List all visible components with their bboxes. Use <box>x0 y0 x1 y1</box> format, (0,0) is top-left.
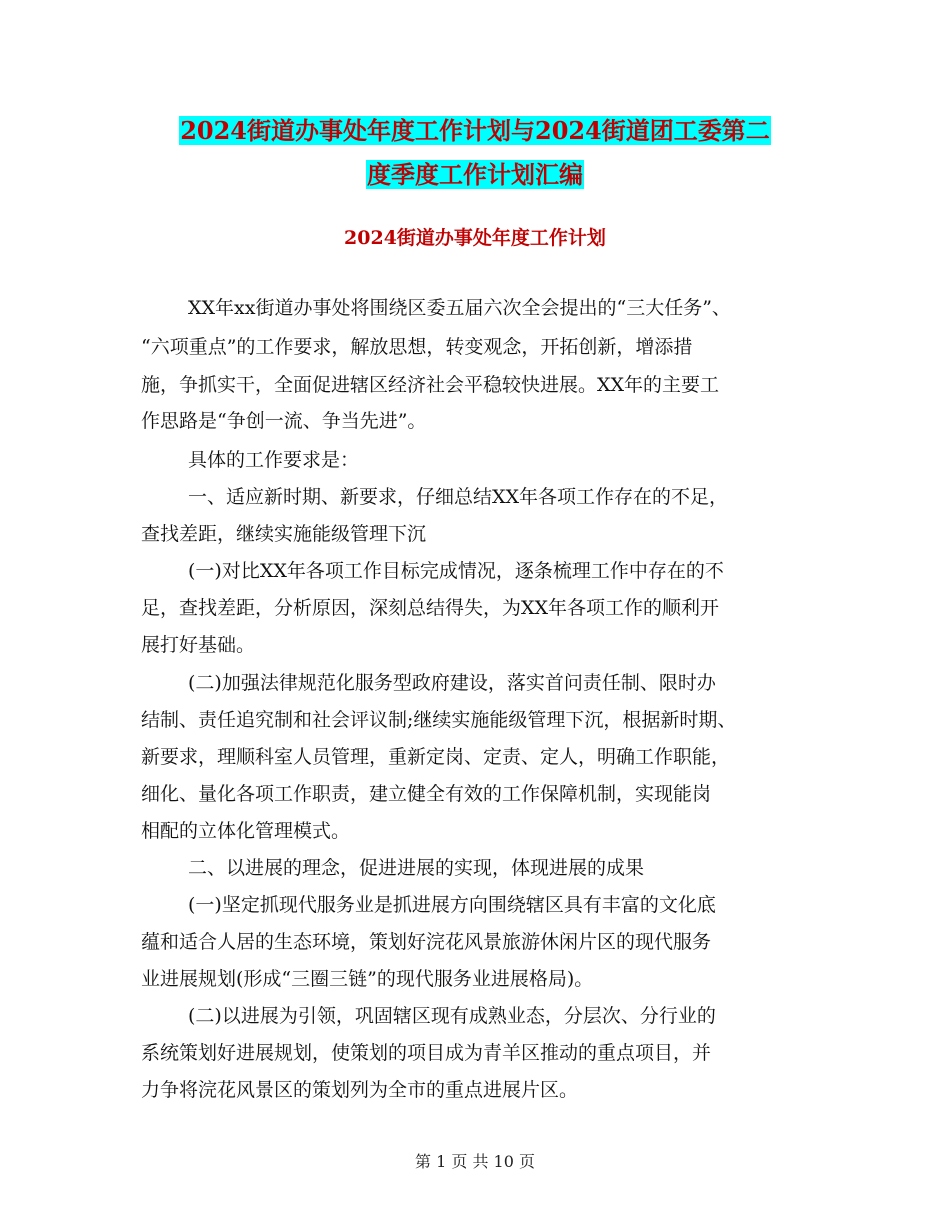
body-line: 蕴和适合人居的生态环境，策划好浣花风景旅游休闲片区的现代服务 <box>141 931 712 953</box>
body-line: 新要求，理顺科室人员管理，重新定岗、定责、定人，明确工作职能， <box>141 746 731 768</box>
body-line: 足，查找差距，分析原因，深刻总结得失，为XX年各项工作的顺利开 <box>141 597 720 619</box>
body-line: 施，争抓实干，全面促进辖区经济社会平稳较快进展。XX年的主要工 <box>141 374 720 396</box>
body-line: 系统策划好进展规划，使策划的项目成为青羊区推动的重点项目，并 <box>141 1042 712 1064</box>
body-line: 查找差距，继续实施能级管理下沉 <box>141 523 427 545</box>
body-line: 一、适应新时期、新要求，仔细总结XX年各项工作存在的不足， <box>188 486 729 508</box>
body-line: (二)加强法律规范化服务型政府建设，落实首问责任制、限时办 <box>188 672 716 694</box>
body-line: (一)对比XX年各项工作目标完成情况，逐条梳理工作中存在的不 <box>188 560 724 582</box>
document-title-line-2 <box>0 155 950 195</box>
page-number-footer: 第 1 页 共 10 页 <box>415 1152 535 1171</box>
body-line: (一)坚定抓现代服务业是抓进展方向围绕辖区具有丰富的文化底 <box>188 894 716 916</box>
body-line: “六项重点”的工作要求，解放思想，转变观念，开拓创新，增添措 <box>141 336 693 358</box>
body-line: 结制、责任追究制和社会评议制;继续实施能级管理下沉，根据新时期、 <box>141 709 737 731</box>
section-title: 2024街道办事处年度工作计划 <box>344 227 606 249</box>
body-line: 细化、量化各项工作职责，建立健全有效的工作保障机制，实现能岗 <box>141 783 712 805</box>
body-line: 力争将浣花风景区的策划列为全市的重点进展片区。 <box>141 1079 579 1101</box>
body-line: 展打好基础。 <box>141 634 256 656</box>
title-highlight-2: 度季度工作计划汇编 <box>367 160 583 189</box>
body-line: (二)以进展为引领，巩固辖区现有成熟业态，分层次、分行业的 <box>188 1005 716 1027</box>
document-title-line-1 <box>0 111 950 151</box>
body-line: 相配的立体化管理模式。 <box>141 820 351 842</box>
body-line: XX年xx街道办事处将围绕区委五届六次全会提出的“三大任务”、 <box>188 297 731 319</box>
body-line: 作思路是“争创一流、争当先进”。 <box>141 410 427 432</box>
body-line: 业进展规划(形成“三圈三链”的现代服务业进展格局)。 <box>141 968 594 990</box>
body-line: 具体的工作要求是： <box>188 449 360 471</box>
body-line: 二、以进展的理念，促进进展的实现，体现进展的成果 <box>188 857 645 879</box>
title-highlight-1: 2024街道办事处年度工作计划与2024街道团工委第二 <box>180 116 770 145</box>
